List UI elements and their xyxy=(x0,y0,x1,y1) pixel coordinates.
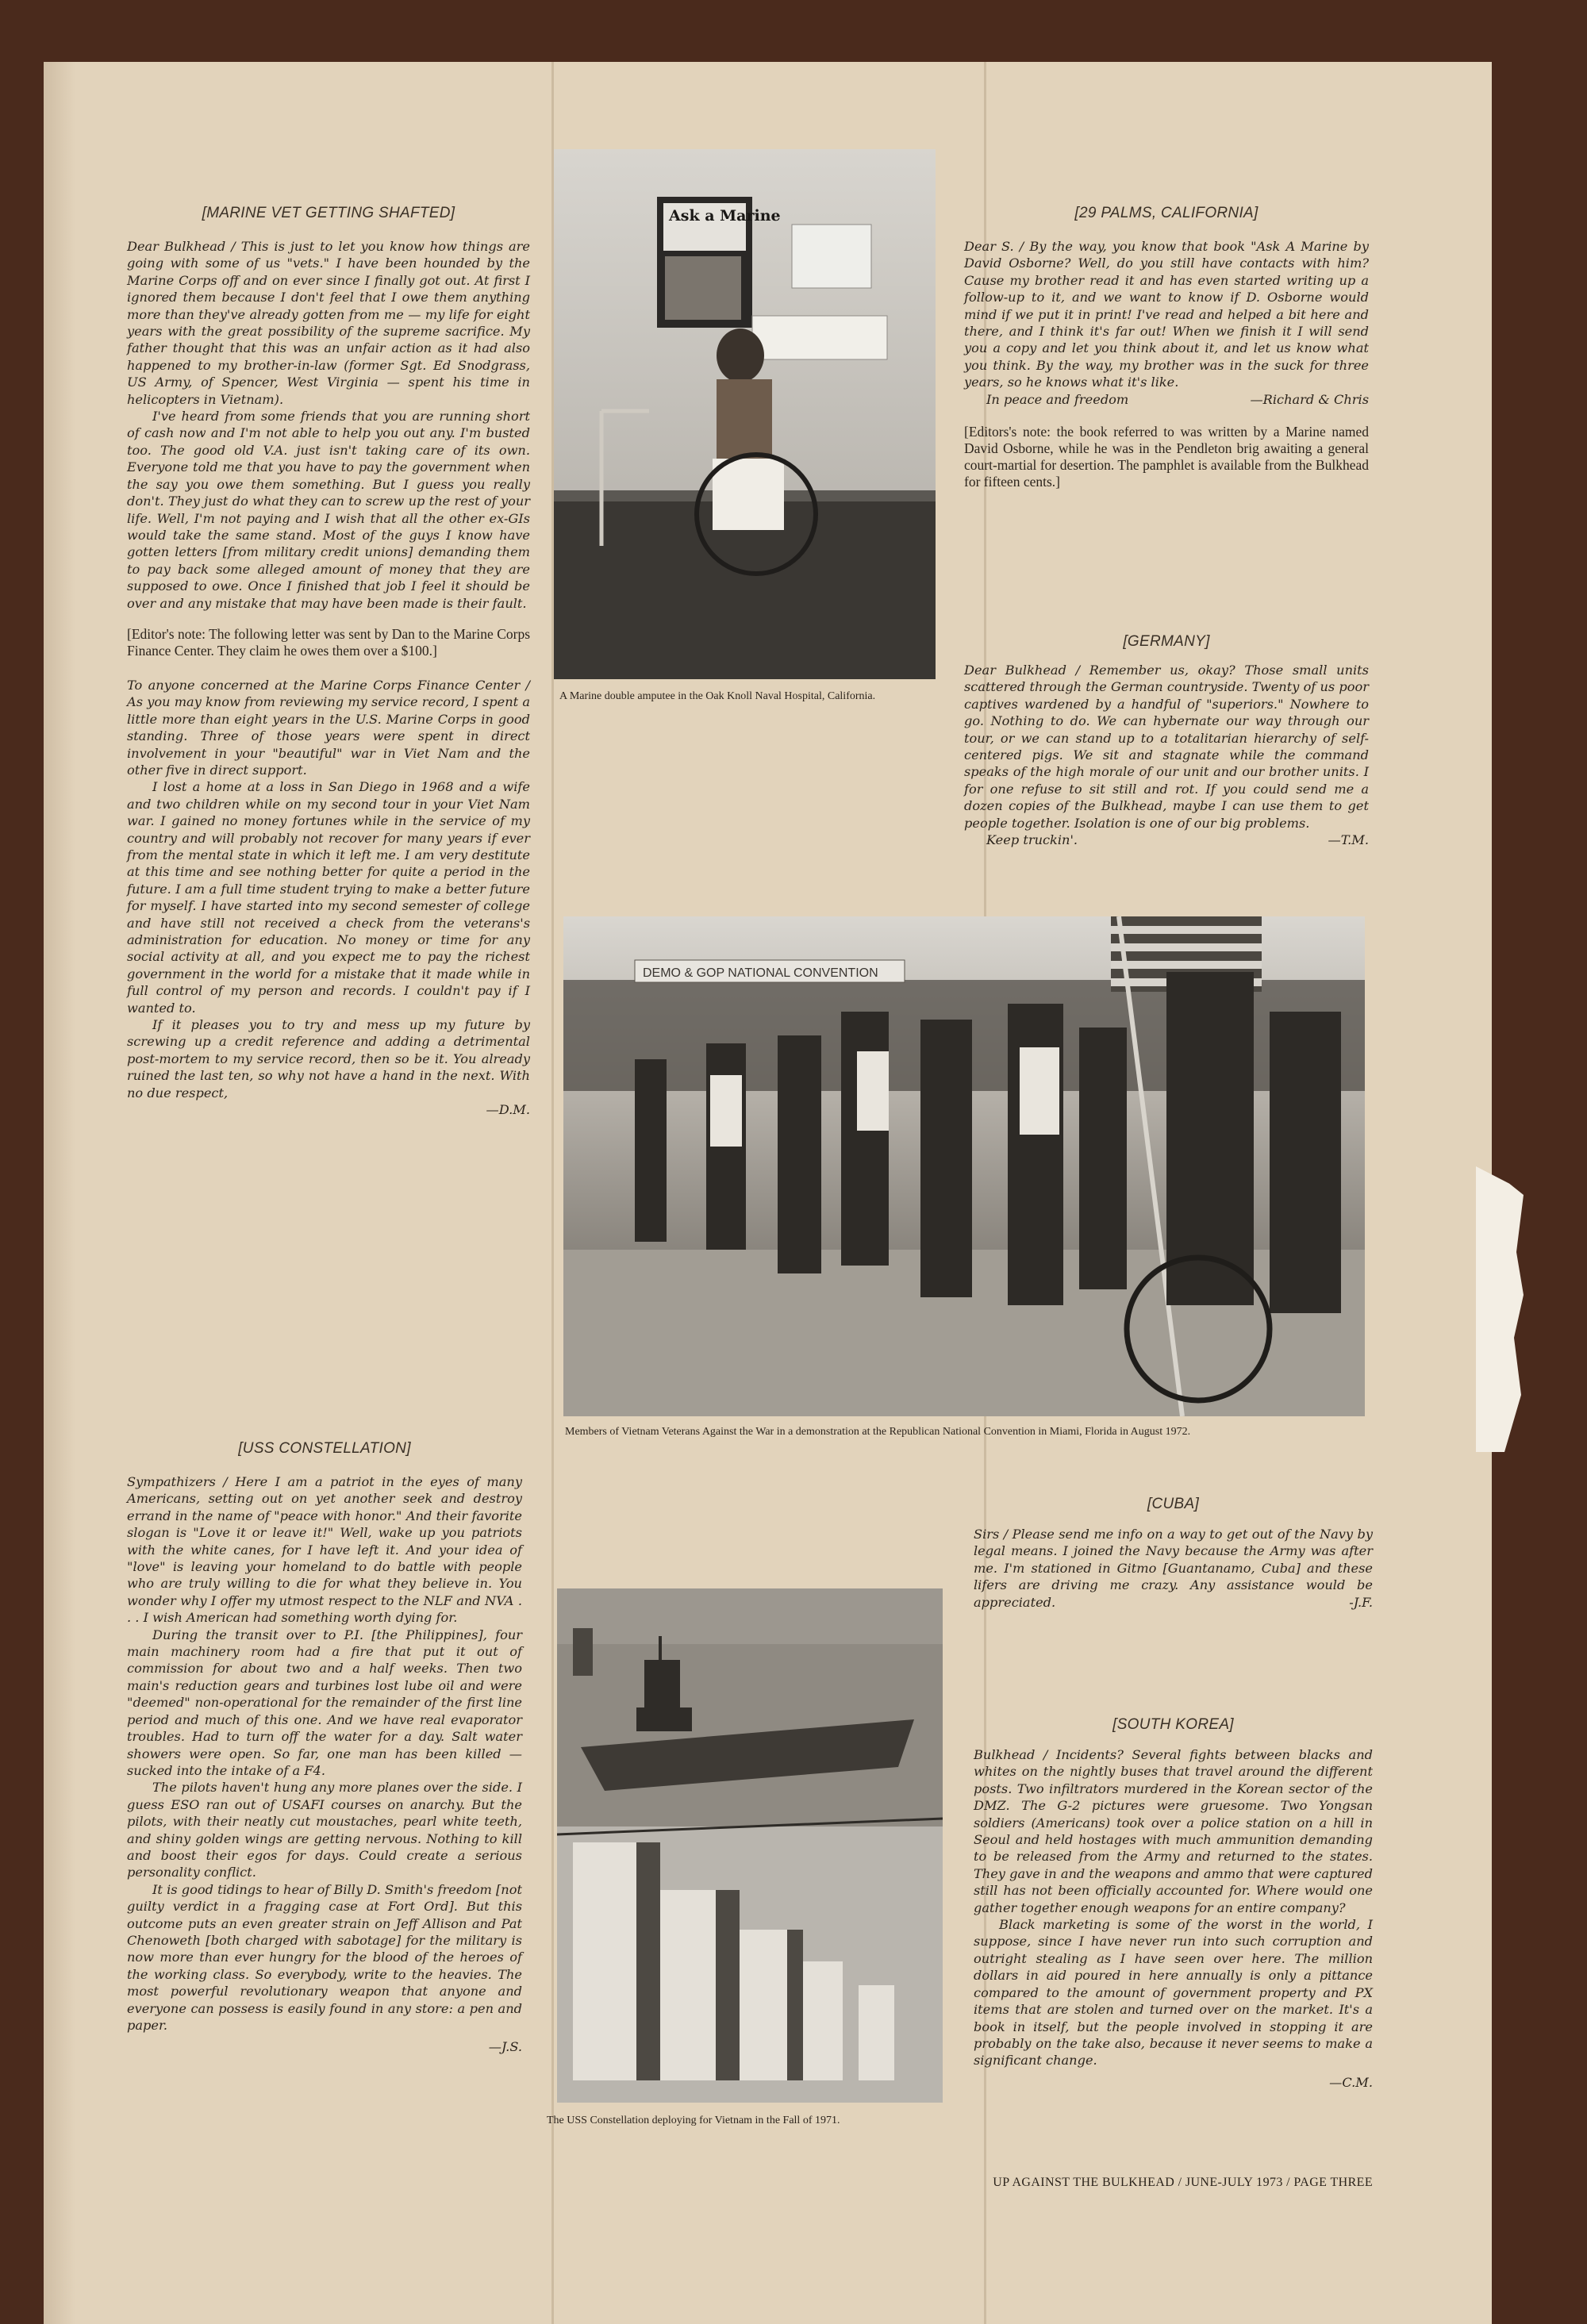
page-footer: UP AGAINST THE BULKHEAD / JUNE-JULY 1973 / PAGE THREE xyxy=(993,2176,1373,2189)
paragraph: Dear Bulkhead / Remember us, okay? Those small units scattered through the German countryside. Twenty of us poor captives wardened by a handful of "superiors." Nowhere to go. Nothing to do. We can hybernate our way through our tour, or we can stand up to a totalitarian hierarchy of self-centered pigs. We sit and stagnate while the command speaks of the high morale of our unit and our brother units. I for one refuse to sit still and rot. If you could send me a dozen copies of the Bulkhead, maybe I can use them to get people together. Isolation is one of our big problems. xyxy=(964,663,1369,831)
photo-caption: The USS Constellation deploying for Vietnam in the Fall of 1971. xyxy=(547,2115,840,2126)
editor-note: [Editors's note: the book referred to was written by a Marine named David Osborne, while he was in the Pendleton brig awaiting a general court-martial for desertion. The pamphlet is available from the Bulkhead for fifteen cents.] xyxy=(964,424,1369,490)
article-heading: [GERMANY] xyxy=(1123,633,1210,650)
article-29-palms xyxy=(964,205,1369,490)
signature: —D.M. xyxy=(486,1102,530,1118)
paragraph: Bulkhead / Incidents? Several fights between blacks and whites on the nightly buses that travel around the different posts. Two infiltrators murdered in the Korean sector of the DMZ. The G-2 pictures were gruesome. Two Yongsan soldiers (Americans) took over a police station on a hill in Seoul and held hostages with much ammunition demanding to be released from the Army and returned to the states. They gave in and the weapons and ammo that were captured still has not been officially accounted for. Where would one gather together enough weapons for an entire company? xyxy=(974,1747,1373,1915)
article-heading: [USS CONSTELLATION] xyxy=(238,1440,411,1457)
article-body xyxy=(974,1746,1373,2091)
article-body xyxy=(974,1526,1373,1611)
paragraph: Dear S. / By the way, you know that book "Ask A Marine by David Osborne? Well, do you still have contacts with him? Cause my brother read it and has even started writing up a follow-up to it, and we want to know if D. Osborne would mind if we put it in print! I've read and helped a bit here and there, and I think it's far out! When we finish it I will send you a copy and let you think about it, and let us know what you think. By the way, my brother was in the suck for three years, so he knows what it's like. xyxy=(964,239,1369,390)
paragraph: If it pleases you to try and mess up my future by screwing up a credit reference and adding a detrimental post-mortem to my service record, then so be it. You already ruined the last ten, so why not have a hand in the next. With no due respect, xyxy=(127,1017,530,1101)
paragraph: Dear Bulkhead / This is just to let you know how things are going with some of us "vets." I have been hounded by the Marine Corps off and on ever since I finally got out. At first I ignored them because I don't feel that I owe them anything more than they've already gotten from me — my life for eight years with the great possibility of the supreme sacrifice. My father thought that this was an unfair action as it had also happened to my brother-in-law (former Sgt. Ed Snodgrass, US Army, of Spencer, West Virginia — spent his time in helicopters in Vietnam). xyxy=(127,239,530,407)
signoff-line xyxy=(964,832,1369,848)
paragraph: I've heard from some friends that you are running short of cash now and I'm not able to help you out any. I'm busted too. The good old V.A. just isn't taking care of its own. Everyone told me that you have to pay the government when the say you owe them something. But I guess you really don't. They just do what they can to screw up the rest of your life. Well, I'm not paying and I wish that all the other ex-GIs would take the same stand. Most of the guys I know have gotten letters [from military credit unions] demanding them to pay back some alleged amount of money that they are supposed to owe. Once I finished that job I feel it should be over and any mistake that may have been made is their fault. xyxy=(127,409,530,611)
uss-constellation-photo xyxy=(557,1588,943,2103)
article-heading: [MARINE VET GETTING SHAFTED] xyxy=(202,205,455,221)
paragraph: The pilots haven't hung any more planes over the side. I guess ESO ran out of USAFI courses on anarchy. But the pilots, with their neatly cut moustaches, pearl white teeth, and shiny golden wings are getting nervous. Nothing to kill and boost their egos for days. Could create a serious personality conflict. xyxy=(127,1780,522,1880)
amputee-photo-illustration xyxy=(554,149,936,679)
article-uss-constellation xyxy=(127,1440,522,2056)
photo-caption: A Marine double amputee in the Oak Knoll Naval Hospital, California. xyxy=(559,690,876,702)
photo-caption: Members of Vietnam Veterans Against the War in a demonstration at the Republican National Convention in Miami, Florida in August 1972. xyxy=(565,1426,1191,1438)
dispenser xyxy=(792,225,871,288)
article-body xyxy=(127,677,530,1119)
demonstration-photo-illustration xyxy=(563,916,1365,1416)
article-cuba xyxy=(974,1496,1373,1611)
editor-note: [Editor's note: The following letter was sent by Dan to the Marine Corps Finance Center. They claim he owes them over a $100.] xyxy=(127,625,530,659)
article-body xyxy=(964,662,1369,848)
article-germany xyxy=(964,633,1369,848)
signature: -J.F. xyxy=(1349,1595,1373,1611)
paragraph: It is good tidings to hear of Billy D. Smith's freedom [not guilty verdict in a fragging case at Fort Ord]. But this outcome puts an even greater strain on Jeff Allison and Pat Chenoweth [both charged with sabotage] for the military is now more than ever hungry for the blood of the heroes of the working class. So everybody, write to the heavies. The most powerful revolutionary weapon that anyone and everyone can possess is easily found in any store: a pen and paper. xyxy=(127,1881,522,2033)
article-body xyxy=(127,1473,522,2056)
signature: —C.M. xyxy=(1329,2074,1373,2090)
paragraph: During the transit over to P.I. [the Philippines], four main machinery room had a fire that put it out of commission for about two and a half weeks. Then two main's reduction gears and turbines lost lube oil and were "deemed" non-operational for the remainder of the first line period and much of this one. And we have real evaporator troubles. Had to turn off the water for a day. Salt water showers were open. So far, one man has been killed — sucked into the intake of a F4. xyxy=(127,1627,522,1778)
article-marine-vet xyxy=(127,205,530,1119)
closing: In peace and freedom xyxy=(986,391,1129,407)
article-body xyxy=(127,238,530,612)
sink xyxy=(752,316,887,359)
page-edge-shadow xyxy=(44,62,75,2324)
signoff-line xyxy=(964,391,1369,408)
torn-page-edge xyxy=(1476,1166,1524,1452)
demonstration-photo xyxy=(563,916,1365,1416)
signature: —J.S. xyxy=(488,2039,522,2055)
banner-text: DEMO & GOP NATIONAL CONVENTION xyxy=(643,966,878,980)
ship-photo-illustration xyxy=(557,1588,943,2103)
article-south-korea xyxy=(974,1716,1373,2091)
paragraph: Black marketing is some of the worst in the world, I suppose, since I have never run into such corruption and outright stealing as I have seen over here. The million dollars in aid poured in here annually is only a pittance compared to the amount of government property and PX items that are stolen and turned over on the market. It's a book in itself, but the people involved in stopping it are probably on the take also, because it never seems to make a significant change. xyxy=(974,1917,1373,2069)
signature: —Richard & Chris xyxy=(1250,391,1369,407)
paragraph: To anyone concerned at the Marine Corps Finance Center / As you may know from reviewing my service record, I spent a little more than eight years in the U.S. Marine Corps in good standing. Three of those years were spent in direct involvement in your "beautiful" war in Viet Nam and the other five in direct support. xyxy=(127,677,530,778)
amputee-photo xyxy=(554,149,936,679)
article-heading: [SOUTH KOREA] xyxy=(1112,1716,1234,1733)
closing: Keep truckin'. xyxy=(986,832,1078,848)
paragraph: I lost a home at a loss in San Diego in 1968 and a wife and two children while on my second tour in your Viet Nam war. I gained no money fortunes while in the service of my country and will probably not recover for many years if ever from the mental state in which it left me. I am very destitute at this time and see nothing better for quite a period in the future. I am a full time student trying to make a better future for myself. I have started into my second semester of college and have still not received a check from the veterans's administration for education. No money or time for any social activity at all, and you expect me to pay the richest government in the world for a mistake that it made while in full control of my person and records. I couldn't pay if I wanted to. xyxy=(127,779,530,1016)
signature: —T.M. xyxy=(1328,832,1369,848)
poster-text: Ask a Marine xyxy=(669,207,781,225)
article-body xyxy=(964,238,1369,408)
article-heading: [CUBA] xyxy=(1147,1496,1200,1512)
paragraph: Sirs / Please send me info on a way to get out of the Navy by legal means. I joined the Navy because the Army was after me. I'm stationed in Gitmo [Guantanamo, Cuba] and these lifers are driving me crazy. Any assistance would be appreciated. xyxy=(974,1527,1373,1610)
paragraph: Sympathizers / Here I am a patriot in the eyes of many Americans, setting out on yet another seek and destroy errand in the name of "peace with honor." And their favorite slogan is "Love it or leave it!" Well, wake up you patriots with the white canes, for I have left it. And your idea of "love" is leaving your homeland to do battle with people who are truly willing to die for what they believe in. You wonder why I offer my utmost respect to the NLF and NVA . . . I wish American had something worth dying for. xyxy=(127,1474,522,1626)
article-heading: [29 PALMS, CALIFORNIA] xyxy=(1074,205,1258,221)
